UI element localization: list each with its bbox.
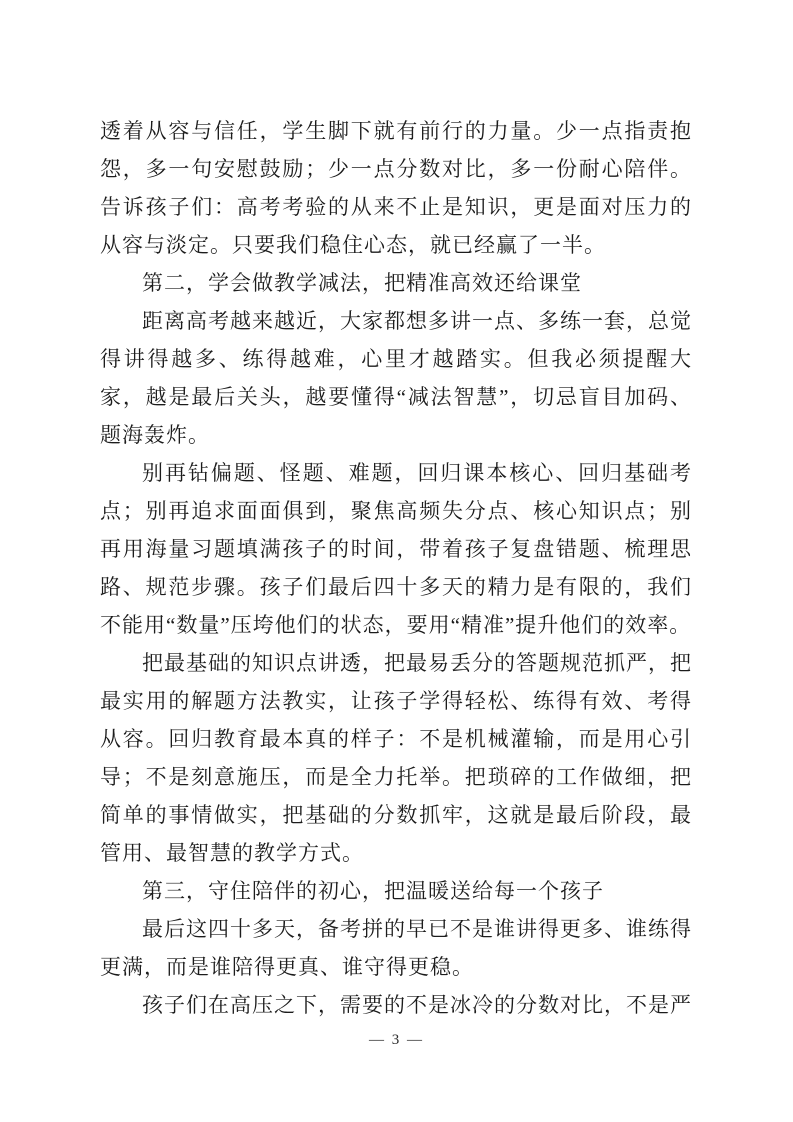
page-number: — 3 — [369,1032,424,1048]
paragraph: 最后这四十多天，备考拼的早已不是谁讲得更多、谁练得更满，而是谁陪得更真、谁守得更稳。 [100,917,692,979]
section-heading-2: 第二，学会做教学减法，把精准高效还给课堂 [142,271,582,295]
paragraph: 把最基础的知识点讲透，把最易丢分的答题规范抓严，把最实用的解题方法教实，让孩子学得轻松、练得有效、考得从容。回归教育最本真的样子：不是机械灌输，而是用心引导；不是刻意施压，而是全力托举。把琐碎的工作做细，把简单的事情做实，把基础的分数抓牢，这就是最后阶段，最管用、最智慧的教学方式。 [100,651,692,865]
paragraph: 孩子们在高压之下，需要的不是冰冷的分数对比，不是严 [142,993,692,1017]
paragraph-continuation: 透着从容与信任，学生脚下就有前行的力量。少一点指责抱怨，多一句安慰鼓励；少一点分数对比，多一份耐心陪伴。告诉孩子们：高考考验的从来不止是知识，更是面对压力的从容与淡定。只要我们稳住心态，就已经赢了一半。 [100,119,692,257]
document-body [100,112,692,1024]
paragraph: 距离高考越来越近，大家都想多讲一点、多练一套，总觉得讲得越多、练得越难，心里才越踏实。但我必须提醒大家，越是最后关头，越要懂得“减法智慧”，切忌盲目加码、题海轰炸。 [100,309,692,447]
paragraph: 别再钻偏题、怪题、难题，回归课本核心、回归基础考点；别再追求面面俱到，聚焦高频失分点、核心知识点；别再用海量习题填满孩子的时间，带着孩子复盘错题、梳理思路、规范步骤。孩子们最后四十多天的精力是有限的，我们不能用“数量”压垮他们的状态，要用“精准”提升他们的效率。 [100,461,692,637]
section-heading-3: 第三，守住陪伴的初心，把温暖送给每一个孩子 [142,879,604,903]
